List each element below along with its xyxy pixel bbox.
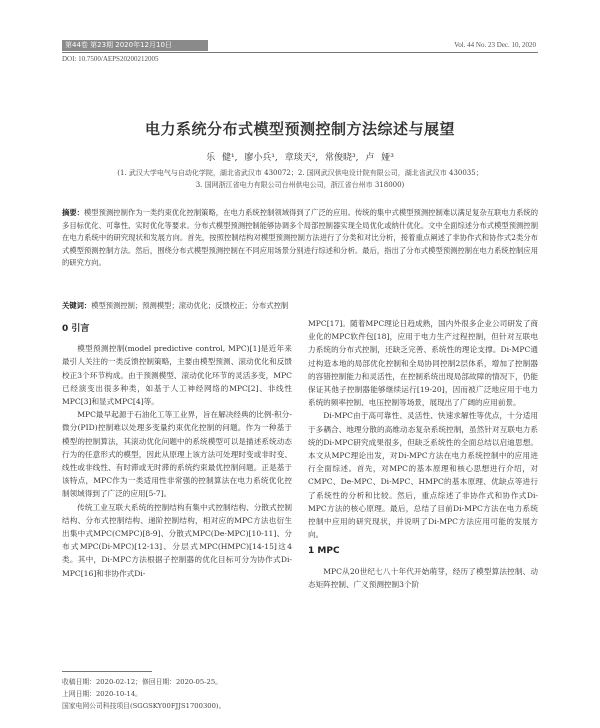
keywords [62, 301, 538, 311]
paper-title: 电力系统分布式模型预测控制方法综述与展望 [144, 120, 455, 138]
body-paragraph: MPC[17]。随着MPC理论日趋成熟，国内外很多企业公司研发了商业化的MPC软件包[18]，应用于电力生产过程控制，但针对互联电力系统的分布式控制，还缺乏完善、系统性的理论支撑。Di-MPC通过构造本地的局部优化控制和全局协同控制2层体系，增加了控制器的容错控制能力和灵活性，在控制系统出现局部故障的情况下，仍能保证其他子控制器能够继续运行[19-20]，因而被广泛地应用于电力系统的频率控制、电压控制等场景，展现出了广阔的应用前景。 [308, 319, 538, 408]
volume-issue-badge: 第44卷 第23期 2020年12月10日 [62, 40, 208, 51]
author-list: 乐 健¹, 廖小兵¹, 章琰天², 常俊晓³, 卢 娅³ [206, 153, 394, 163]
body-paragraph: MPC最早起源于石油化工等工业界，旨在解决经典的比例-积分-微分(PID)控制难以处理多变量约束优化控制的问题。作为一种基于模型的控制算法，其滚动优化问题中的系统模型可以是描述系统动态行为的任意形式的模型，因此从原理上该方法可处理时变或非时变、线性或非线性、有时滞或无时滞的系统约束最优控制问题。正是基于该特点，MPC作为一类适用性非常强的控制算法在电力系统优化控制领域得到了广泛的应用[5-7]。 [62, 410, 292, 499]
header-rule [62, 52, 538, 53]
body-paragraph: 模型预测控制(model predictive control, MPC)[1]是近年来最引人关注的一类反馈控制策略，主要由模型预测、滚动优化和反馈校正3个环节构成。由于预测模型、滚动优化环节的灵活多变，MPC已经演变出很多种类，如基于人工神经网络的MPC[2]、非线性MPC[3]和显式MPC[4]等。 [62, 344, 292, 407]
doi: DOI: 10.7500/AEPS20200212005 [62, 55, 159, 63]
footnote-rule [62, 671, 152, 672]
body-paragraph: 传统工业互联大系统的控制结构有集中式控制结构、分散式控制结构、分布式控制结构、递阶控制结构，相对应的MPC方法也衍生出集中式MPC(CMPC)[8-9]、分散式MPC(De-MPC)[10-11]、分布式MPC(Di-MPC)[12-13]、分层式MPC(HMPC)[14-15]这4类。其中，Di-MPC方法根据子控制器的优化目标可分为协作式Di-MPC[16]和非协作式Di- [62, 502, 292, 578]
body-paragraph: MPC从20世纪七八十年代开始萌芽，经历了模型算法控制、动态矩阵控制、广义预测控制3个阶 [308, 566, 538, 589]
abstract-label: 摘要： [62, 208, 84, 217]
affiliations [70, 167, 530, 191]
volume-issue-english: Vol. 44 No. 23 Dec. 10, 2020 [454, 41, 536, 49]
left-column [62, 317, 292, 580]
footnote-online-date: 上网日期：2020-10-14。 [62, 690, 142, 698]
body-paragraph: Di-MPC由于高可靠性、灵活性、快速求解性等优点，十分适用于多耦合、地理分散的高维动态复杂系统控制，虽然针对互联电力系统的Di-MPC研究成果很多，但缺乏系统性的全面总结以启迪思想。本文从MPC理论出发，对Di-MPC方法在电力系统控制中的应用进行全面综述。首先，对MPC的基本原理和核心思想进行介绍，对CMPC、De-MPC、Di-MPC、HMPC的基本原理、优缺点等进行了系统性的分析和比较。然后，重点综述了非协作式和协作式Di-MPC方法的核心原理。最后，总结了目前Di-MPC方法在电力系统控制中应用的研究现状，并说明了Di-MPC方法应用可能的发展方向。 [308, 411, 538, 540]
section-heading-introduction: 0 引言 [62, 324, 90, 334]
abstract-text: 模型预测控制作为一类约束优化控制策略，在电力系统控制领域得到了广泛的应用。传统的集中式模型预测控制难以满足复杂互联电力系统的多目标优化、可靠性、实时优化等要求。分布式模型预测控制能够协调多个局部控制器实现全局优化或纳什优化。文中全面综述分布式模型预测控制在电力系统中的研究现状和发展方向。首先，按照控制结构对模型预测控制方法进行了分类和对比分析，接着重点阐述了非协作式和协作式2类分布式模型预测控制方法。然后，围绕分布式模型预测控制在不同应用场景分别进行综述和分析。最后，指出了分布式模型预测控制在电力系统控制应用的研究方向。 [62, 208, 539, 268]
footnote-received-date: 收稿日期：2020-02-12；修回日期：2020-05-25。 [62, 678, 222, 686]
affiliation-line: (1. 武汉大学电气与自动化学院，湖北省武汉市 430072；2. 国网武汉供电设计院有限公司，湖北省武汉市 430035； [117, 169, 483, 177]
page-header [0, 0, 600, 62]
right-column [308, 317, 538, 591]
keywords-text: 模型预测控制；预测模型；滚动优化；反馈校正；分布式控制 [91, 301, 289, 310]
affiliation-line: 3. 国网浙江省电力有限公司台州供电公司，浙江省台州市 318000) [195, 181, 405, 189]
footnote-funding: 国家电网公司科技项目(SGGSKY00FJJS1700300)。 [62, 702, 226, 710]
keywords-label: 关键词： [62, 301, 92, 310]
abstract [62, 207, 538, 270]
footnotes [62, 676, 225, 712]
section-heading-mpc: 1 MPC [308, 546, 340, 557]
